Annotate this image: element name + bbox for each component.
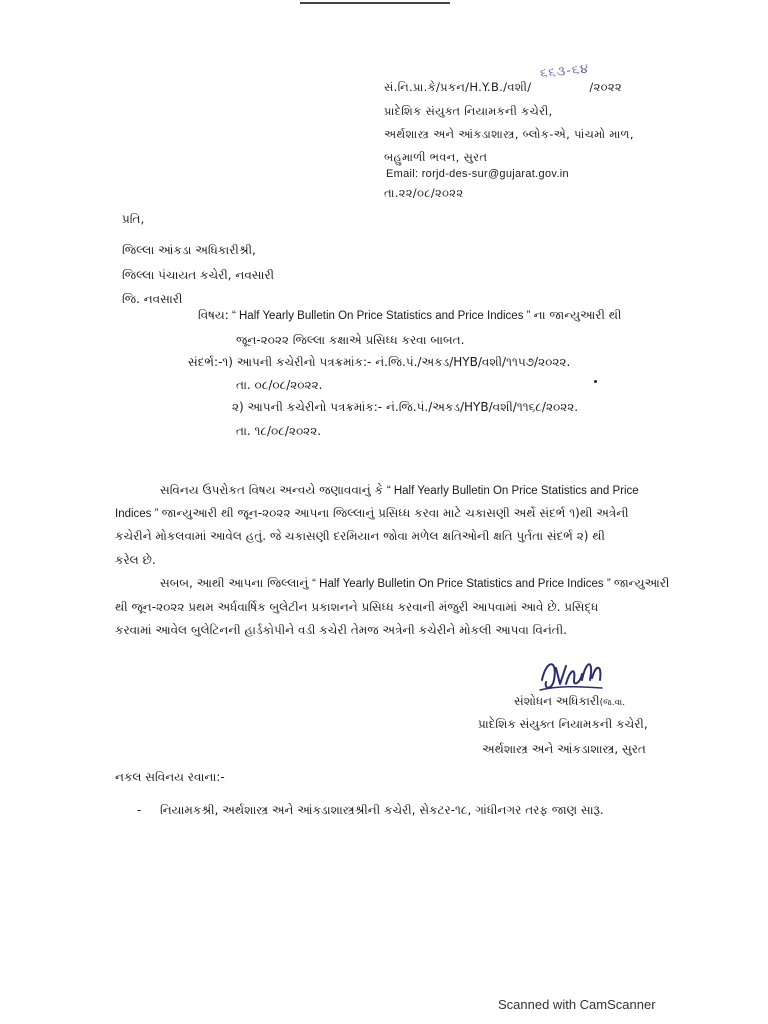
paragraph-2-bulletin-title: “ Half Yearly Bulletin On Price Statistics and Price Indices ” [312,578,614,590]
subject-bulletin-title: “ Half Yearly Bulletin On Price Statistics and Price Indices ” [228,310,534,322]
reference-prefix: સં.નિ.પ્રા.કે/પ્રકન/H.Y.B./વશી/ [384,80,532,94]
stray-dot [594,380,597,383]
paragraph-1-line-2 [115,506,655,521]
signatory-designation [514,694,625,709]
subject-line-2: જૂન-૨૦૨૨ જિલ્લા કક્ષાએ પ્રસિધ્ધ કરવા બાબત. [236,333,465,347]
paragraph-2-line-1 [160,576,669,591]
reference-2-date: તા. ૧૮/૦૮/૨૦૨૨. [236,424,322,438]
reference-suffix: /૨૦૨૨ [589,80,622,94]
reference-1-date: તા. ૦૮/૦૮/૨૦૨૨. [236,378,323,392]
copy-item-1: નિયામકશ્રી, અર્થશાસ્ત્ર અને આંકડાશાસ્ત્રશ્રીની કચેરી, સેકટર-૧૮, ગાંધીનગર તરફ જાણ સારૂ. [160,803,604,817]
signatory-designation-suffix: (જ.વા. [599,698,626,708]
reference-number-line [384,80,622,95]
paragraph-1-line-4: કરેલ છે. [115,553,156,567]
reference-2: ૨) આપની કચેરીનો પત્રક્રમાંક:- નં.જિ.પં./અકડ/HYB/વશી/૧૧૬૮/૨૦૨૨. [232,400,579,414]
paragraph-2-line-3: કરવામાં આવેલ બુલેટિનની હાર્ડકોપીને વડી કચેરી તેમજ અત્રેની કચેરીને મોકલી આપવા વિનંતી. [115,623,567,637]
signature-mark [536,650,606,698]
references-label: સંદર્ભ:- [188,355,223,369]
signatory-designation-text: સંશોધન અધિકારી [514,694,600,708]
signatory-office-line-1: પ્રાદેશિક સંયુક્ત નિયામકની કચેરી, [478,717,648,731]
subject-line-1 [198,308,621,323]
scanner-watermark: Scanned with CamScanner [498,997,656,1012]
subject-label: વિષય: [198,308,229,322]
handwritten-reference-number: ૬૬૩-૬૪ [539,61,590,82]
copy-bullet: - [137,803,142,817]
paragraph-1-line-2-text: જાન્યુઆરી થી જૂન-૨૦૨૨ આપના જિલ્લાનું પ્રસિધ્ધ કરવા માટે ચકાસણી અર્થે સંદર્ભ ૧)થી અત્રેની [161,506,629,520]
office-line-3: બહુમાળી ભવન, સુરત [384,150,488,164]
office-email: Email: rorjd-des-sur@gujarat.gov.in [386,168,569,180]
recipient-to-label: પ્રતિ, [122,212,145,226]
paragraph-1-indices-word: Indices ” [115,508,162,520]
subject-line-1-tail: ના જાન્યુઆરી થી [533,308,622,322]
letter-date: તા.૨૨/૦૮/૨૦૨૨ [384,186,464,200]
reference-1-line [188,355,570,370]
paragraph-1-bulletin-title: “ Half Yearly Bulletin On Price Statistics and Price [386,485,639,497]
recipient-line-1: જિલ્લા આંકડા અધિકારીશ્રી, [122,243,256,257]
paragraph-1-line-1-text: સવિનય ઉપરોકત વિષય અન્વયે જણાવવાનું કે [160,483,387,497]
paragraph-2-line-1-text: સબબ, આથી આપના જિલ્લાનું [160,576,313,590]
reference-1: ૧) આપની કચેરીનો પત્રક્રમાંક:- નં.જિ.પં./અકડ/HYB/વશી/૧૧૫૭/૨૦૨૨. [222,355,571,369]
paragraph-1-line-3: કચેરીને મોકલવામાં આવેલ હતું. જે ચકાસણી દરમિયાન જોવા મળેલ ક્ષતિઓની ક્ષતિ પુર્તતા સંદર્ભ ૨) થી [115,529,605,543]
recipient-line-2: જિલ્લા પંચાયત કચેરી, નવસારી [122,268,275,282]
paragraph-1-line-1 [160,483,639,498]
paragraph-2-line-1-tail: જાન્યુઆરી [613,576,670,590]
signatory-office-line-2: અર્થશાસ્ત્ર અને આંકડાશાસ્ત્ર, સુરત [482,742,646,756]
copy-heading: નકલ સવિનય રવાના:- [115,770,225,784]
paragraph-2-line-2: થી જૂન-૨૦૨૨ પ્રથમ અર્ધવાર્ષિક બુલેટીન પ્રકાશનને પ્રસિધ્ધ કરવાની મંજુરી આપવામાં આવે છે. પ્રસિદ્ધ [115,600,599,614]
recipient-line-3: જિ. નવસારી [122,292,183,306]
office-line-2: અર્થશાસ્ત્ર અને આંકડાશાસ્ત્ર, બ્લોક-એ, પાંચમો માળ, [384,127,634,141]
office-line-1: પ્રાદેશિક સંયુક્ત નિયામકની કચેરી, [384,104,553,118]
top-edge-line [300,2,450,4]
